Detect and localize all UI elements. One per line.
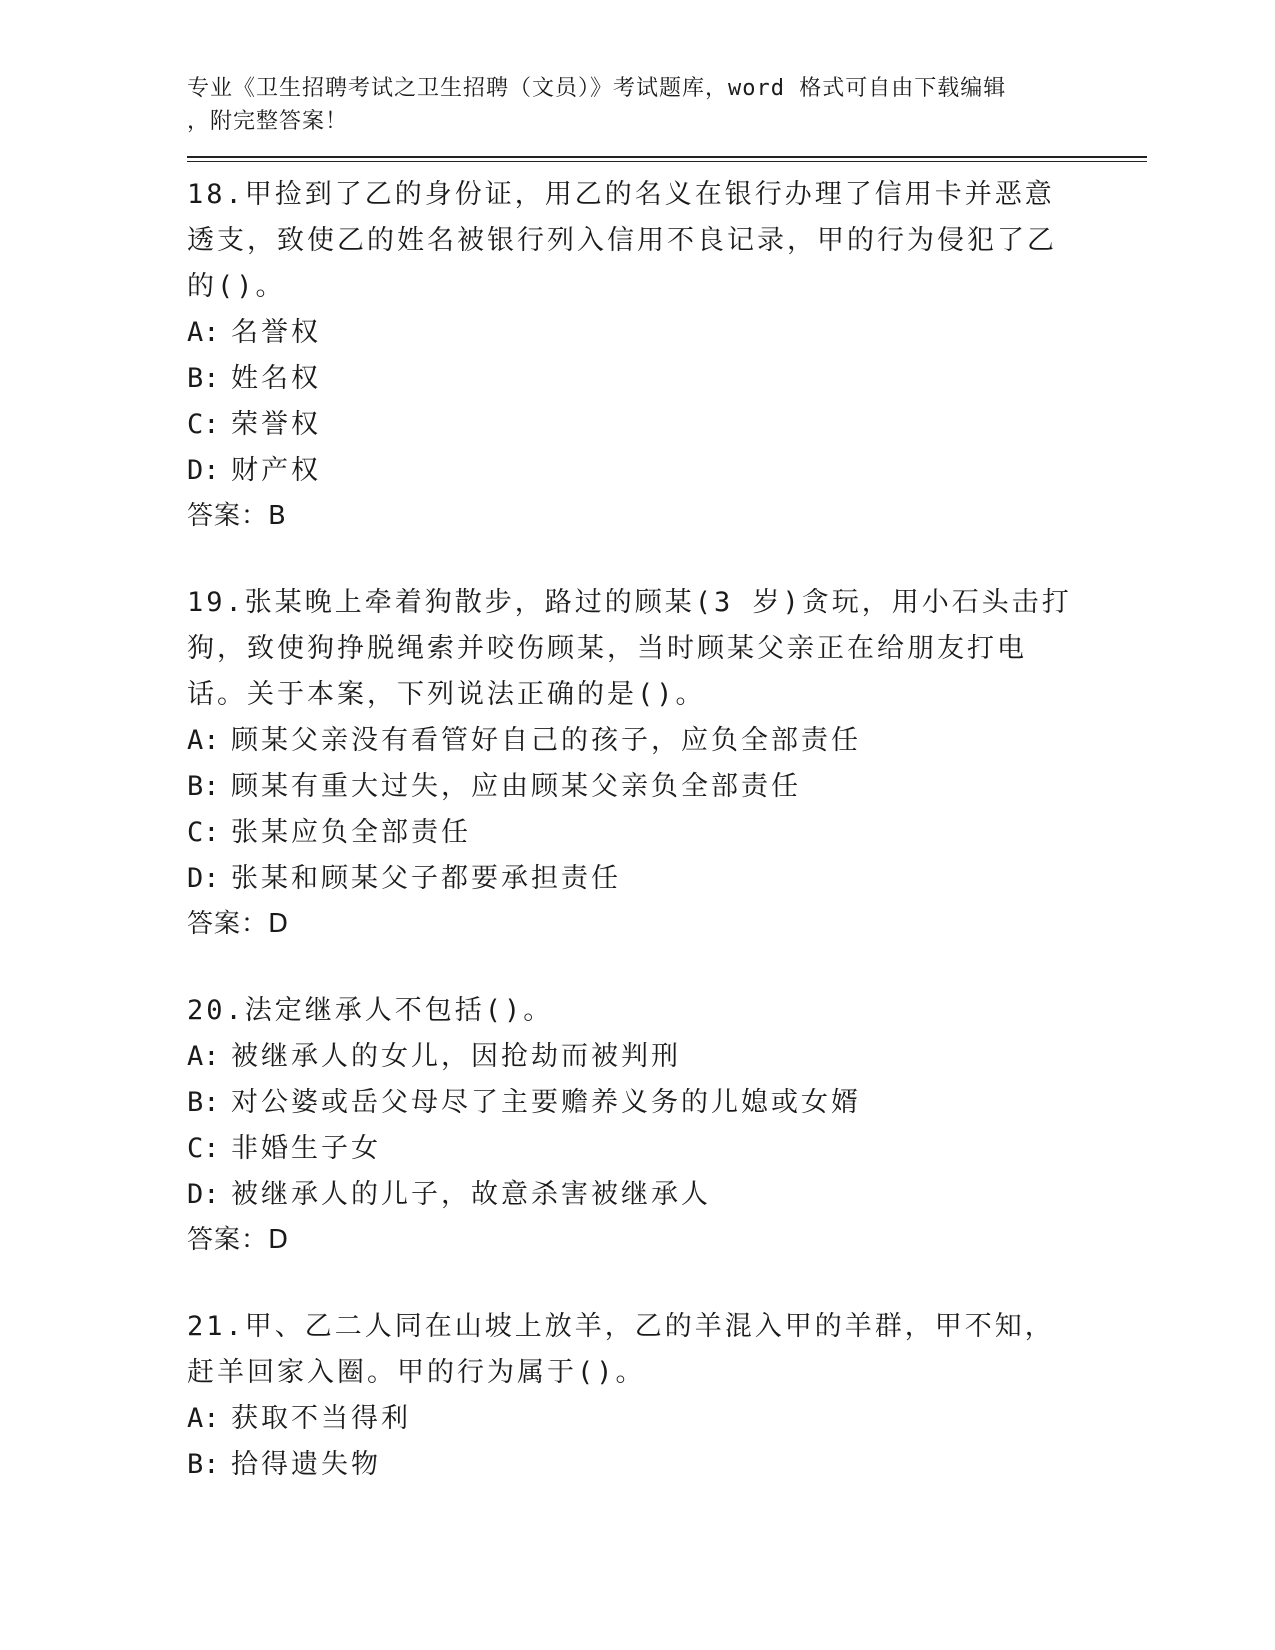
- question-18: [187, 172, 1147, 538]
- option-label: A:: [187, 1403, 220, 1434]
- option-label: D:: [187, 863, 220, 894]
- option-d: [187, 856, 1147, 902]
- question-stem: 21.甲、乙二人同在山坡上放羊，乙的羊混入甲的羊群，甲不知，赶羊回家入圈。甲的行为属于()。: [187, 1311, 1055, 1388]
- option-label: B:: [187, 771, 220, 802]
- option-text: 对公婆或岳父母尽了主要赡养义务的儿媳或女婿: [231, 1087, 861, 1118]
- header-line-1: 专业《卫生招聘考试之卫生招聘（文员）》考试题库，word 格式可自由下载编辑: [187, 76, 1007, 101]
- option-a: [187, 310, 1147, 356]
- option-text: 荣誉权: [231, 409, 321, 440]
- option-text: 张某应负全部责任: [231, 817, 471, 848]
- document-page: [187, 72, 1147, 1530]
- option-b: [187, 1080, 1147, 1126]
- question-20: [187, 988, 1147, 1262]
- option-label: A:: [187, 1041, 220, 1072]
- option-text: 拾得遗失物: [231, 1449, 381, 1480]
- document-header: [187, 72, 1067, 138]
- option-d: [187, 448, 1147, 494]
- option-text: 张某和顾某父子都要承担责任: [231, 863, 621, 894]
- option-c: [187, 1126, 1147, 1172]
- header-rule-thin: [187, 161, 1147, 162]
- question-stem: 20.法定继承人不包括()。: [187, 995, 554, 1026]
- question-list: [187, 172, 1147, 1488]
- option-b: [187, 764, 1147, 810]
- option-a: [187, 1396, 1147, 1442]
- header-line-2: ，附完整答案！: [187, 109, 349, 134]
- option-text: 财产权: [231, 455, 321, 486]
- option-label: C:: [187, 817, 220, 848]
- option-label: D:: [187, 455, 220, 486]
- question-21: [187, 1304, 1147, 1488]
- option-label: D:: [187, 1179, 220, 1210]
- question-19: [187, 580, 1147, 946]
- option-label: B:: [187, 363, 220, 394]
- option-text: 姓名权: [231, 363, 321, 394]
- option-text: 名誉权: [231, 317, 321, 348]
- option-a: [187, 1034, 1147, 1080]
- option-label: C:: [187, 1133, 220, 1164]
- answer-line: 答案：D: [187, 909, 290, 939]
- option-label: A:: [187, 725, 220, 756]
- option-b: [187, 356, 1147, 402]
- option-text: 获取不当得利: [231, 1403, 411, 1434]
- question-stem: 18.甲捡到了乙的身份证，用乙的名义在银行办理了信用卡并恶意透支，致使乙的姓名被银行列入信用不良记录，甲的行为侵犯了乙的()。: [187, 179, 1057, 302]
- answer-line: 答案：D: [187, 1225, 290, 1255]
- option-d: [187, 1172, 1147, 1218]
- option-label: C:: [187, 409, 220, 440]
- option-label: B:: [187, 1087, 220, 1118]
- option-label: B:: [187, 1449, 220, 1480]
- option-label: A:: [187, 317, 220, 348]
- option-b: [187, 1442, 1147, 1488]
- option-a: [187, 718, 1147, 764]
- option-c: [187, 402, 1147, 448]
- option-c: [187, 810, 1147, 856]
- header-rule: [187, 156, 1147, 158]
- question-stem: 19.张某晚上牵着狗散步，路过的顾某(3 岁)贪玩，用小石头击打狗，致使狗挣脱绳索并咬伤顾某，当时顾某父亲正在给朋友打电话。关于本案，下列说法正确的是()。: [187, 587, 1072, 710]
- option-text: 被继承人的女儿，因抢劫而被判刑: [231, 1041, 681, 1072]
- option-text: 顾某父亲没有看管好自己的孩子，应负全部责任: [231, 725, 861, 756]
- answer-line: 答案：B: [187, 501, 287, 531]
- option-text: 非婚生子女: [231, 1133, 381, 1164]
- option-text: 被继承人的儿子，故意杀害被继承人: [231, 1179, 711, 1210]
- option-text: 顾某有重大过失，应由顾某父亲负全部责任: [231, 771, 801, 802]
